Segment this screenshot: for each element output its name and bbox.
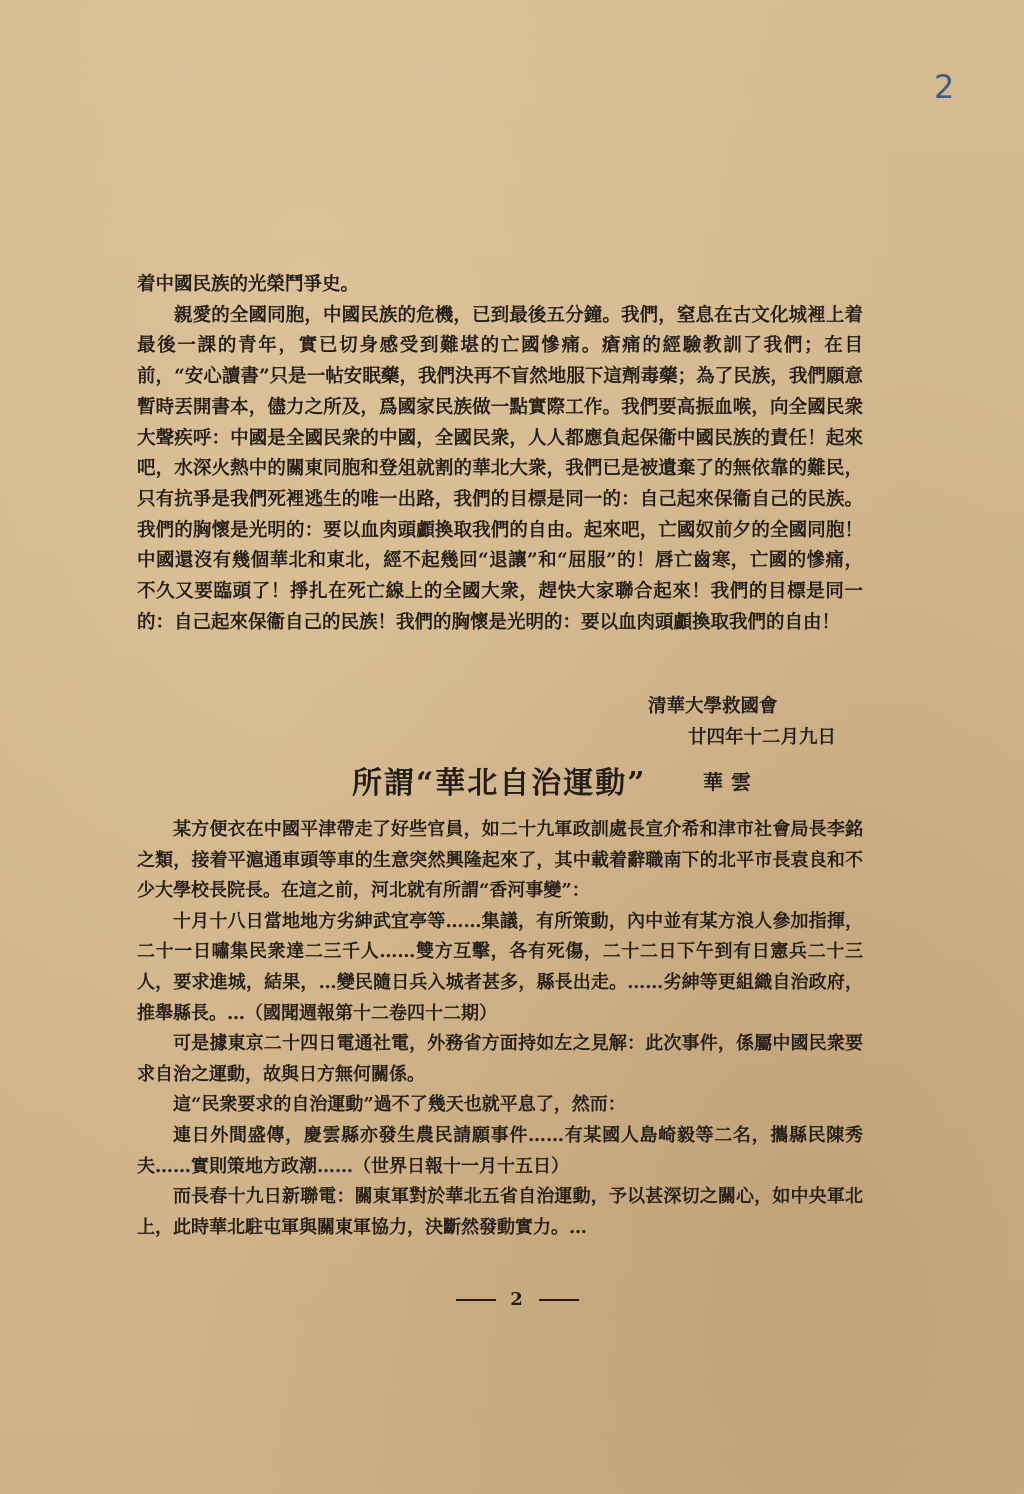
signature-date: 廿四年十二月九日: [688, 727, 837, 748]
footer-rule-left: [456, 1299, 496, 1301]
article-paragraph: 某方便衣在中國平津帶走了好些官員，如二十九軍政訓處長宣介希和津市社會局長李銘之類，接着平滬通車頭等車的生意突然興隆起來了，其中載着辭職南下的北平市長袁良和不少大學校長院長。在這之前，河北就有所謂“香河事變”：: [137, 819, 863, 902]
article-quote: 連日外間盛傳，慶雲縣亦發生農民請願事件……有某國人島崎毅等二名，攜縣民陳秀夫……實則策地方政潮……（世界日報十一月十五日）: [137, 1124, 863, 1177]
article-quote: 十月十八日當地地方劣紳武宜亭等……集議，有所策動，內中並有某方浪人參加指揮，二十一日嘯集民衆達二三千人……雙方互擊，各有死傷，二十二日下午到有日憲兵二十三人，要求進城，結果，…變民隨日兵入城者甚多，縣長出走。……劣紳等更組織自治政府，推舉縣長。…（國聞週報第十二卷四十二期）: [137, 910, 863, 1024]
page-footer: [450, 1289, 585, 1310]
footer-rule-right: [539, 1299, 579, 1301]
article-paragraph: 而長春十九日新聯電：關東軍對於華北五省自治運動，予以甚深切之關心，如中央軍北上，此時華北駐屯軍與關東軍協力，決斷然發動實力。…: [137, 1186, 863, 1238]
corner-page-number: 2: [934, 68, 955, 106]
article-body: [137, 815, 863, 1243]
manifesto-paragraph: 着中國民族的光榮鬥爭史。: [137, 274, 360, 295]
footer-page-number: 2: [510, 1289, 525, 1310]
manifesto-paragraph: 親愛的全國同胞，中國民族的危機，已到最後五分鐘。我們，窒息在古文化城裡上着最後一課的青年，實已切身感受到難堪的亡國慘痛。瘡痛的經驗教訓了我們；在目前，“安心讀書”只是一帖安眠藥，我們決再不盲然地服下這劑毒藥；為了民族，我們願意暫時丟開書本，儘力之所及，爲國家民族做一點實際工作。我們要高振血喉，向全國民衆大聲疾呼：中國是全國民衆的中國，全國民衆，人人都應負起保衞中國民族的責任！起來吧，水深火熱中的關東同胞和登俎就割的華北大衆，我們已是被遺棄了的無依靠的難民，只有抗爭是我們死裡逃生的唯一出路，我們的目標是同一的：自己起來保衞自己的民族。我們的胸懷是光明的：要以血肉頭顱換取我們的自由。起來吧，亡國奴前夕的全國同胞！中國還沒有幾個華北和東北，經不起幾回“退讓”和“屈服”的！唇亡齒寒，亡國的慘痛，不久又要臨頭了！掙扎在死亡線上的全國大衆，趕快大家聯合起來！我們的目標是同一的：自己起來保衞自己的民族！我們的胸懷是光明的：要以血肉頭顱換取我們的自由！: [137, 304, 863, 633]
article-title: 所謂“華北自治運動”: [352, 766, 647, 801]
article-paragraph: 這“民衆要求的自治運動”過不了幾天也就平息了，然而：: [173, 1094, 626, 1116]
signature-organization: 清華大學救國會: [648, 696, 778, 717]
article-author: 華雲: [703, 770, 759, 794]
article-paragraph: 可是據東京二十四日電通社電，外務省方面持如左之見解：此次事件，係屬中國民衆要求自治之運動，故與日方無何關係。: [137, 1033, 863, 1085]
manifesto-text: [137, 270, 863, 638]
